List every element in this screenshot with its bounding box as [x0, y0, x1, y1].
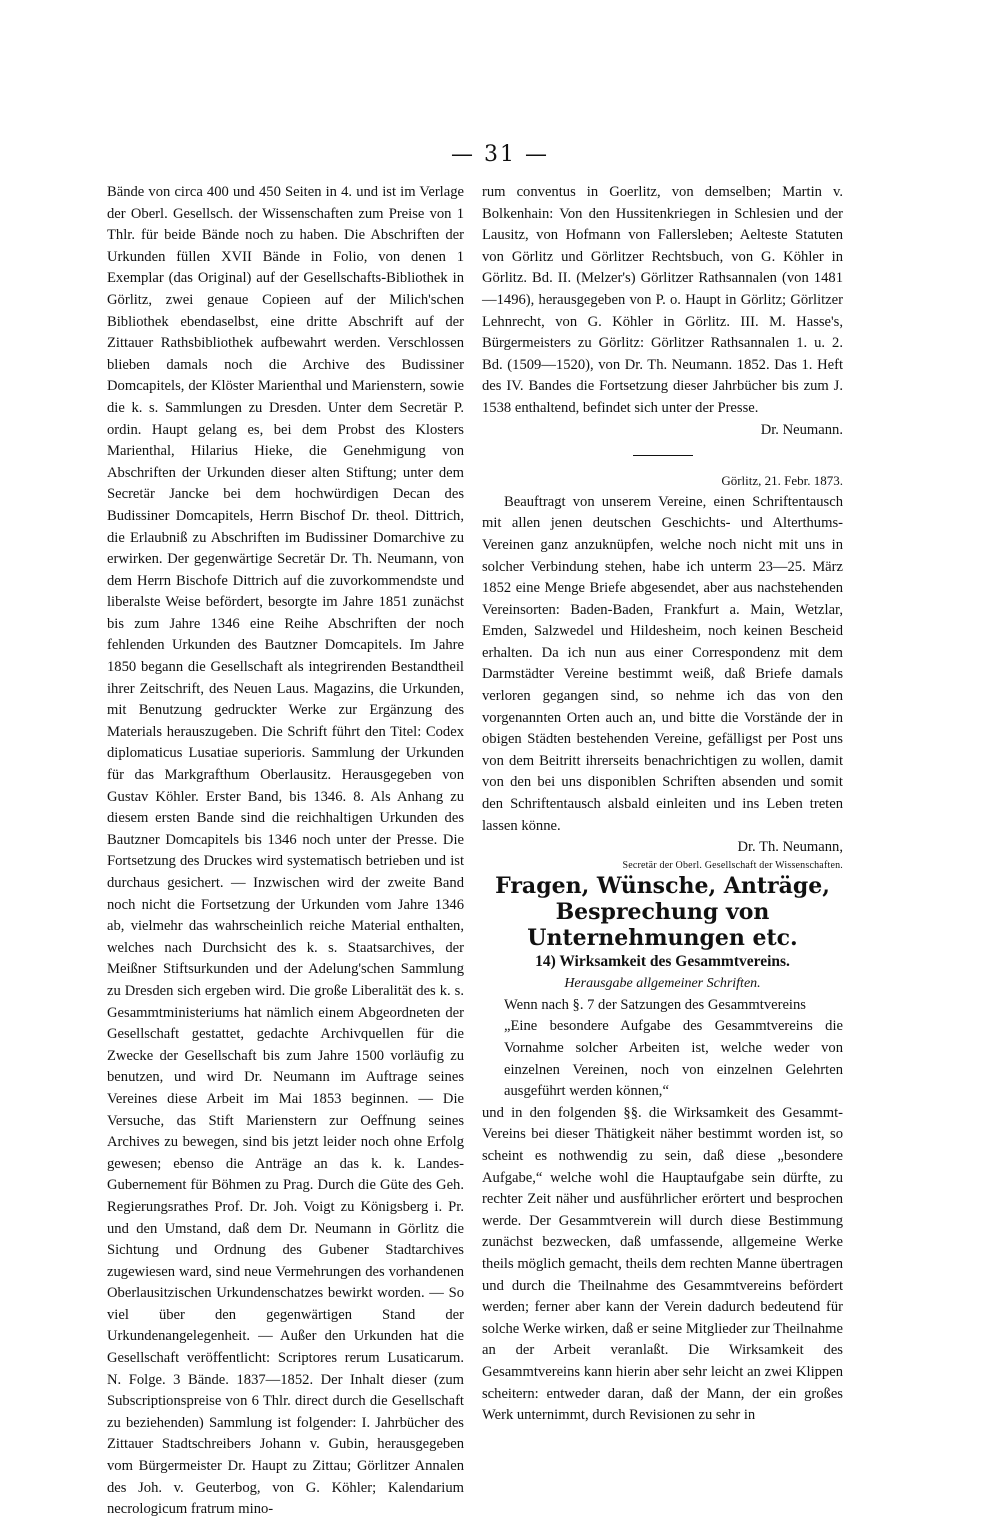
signature-role: Secretär der Oberl. Gesellschaft der Wissenschaften. [622, 859, 843, 871]
separator-rule [633, 455, 693, 456]
body-paragraph: und in den folgenden §§. die Wirksamkeit des Gesammt-Vereins bei dieser Thätigkeit näher bestimmt worden ist, so scheint es nothwendig zu sein, daß diese „besondere Aufgabe,“ welche wohl die Hauptaufgabe sein dürfte, zu rechter Zeit näher und ausführlicher erörtert und besprochen werde. Der Gesammtverein will durch diese Bestimmung zunächst bezwecken, daß umfassende, allgemeine Werke theils möglich gemacht, theils dem rechten Manne übertragen und durch die Theilnahme des Gesammtvereins befördert werden; ferner aber kann der Verein dadurch bedeutend für solche Werke wirken, daß er seine Mitglieder zur Theilnahme an der Arbeit veranlaßt. Die Wirksamkeit des Gesammtvereins kann hierin aber sehr leicht an zwei Klippen scheitern: entweder daran, daß der Mann, der ein großes Werk unternimmt, durch Revisionen zu sehr in [482, 1104, 843, 1424]
right-column [482, 182, 843, 1427]
page-number: — 31 — [451, 142, 549, 167]
dateline: Görlitz, 21. Febr. 1873. [721, 473, 843, 489]
signature-th-neumann: Dr. Th. Neumann, [737, 839, 843, 856]
left-column-text: Bände von circa 400 und 450 Seiten in 4. und ist im Verlage der Oberl. Gesellsch. der Wissenschaften zum Preise von 1 Thlr. für beide Bände noch zu haben. Die Abschriften der Urkunden füllen XVII Bände in Folio, von denen 1 Exemplar (das Original) auf der Gesellschafts-Bibliothek in Görlitz, zwei genaue Copieen auf der Milich'schen Bibliothek ebendaselbst, eine dritte Abschrift auf der Zittauer Rathsbibliothek aufbewahrt werden. Verschlossen blieben damals noch die Archive des Budissiner Domcapitels, der Klöster Marienthal und Marienstern, sowie die k. s. Sammlungen zu Dresden. Unter dem Secretär P. ordin. Haupt gelang es, bei dem Probst des Klosters Marienthal, Hilarius Hieke, die Genehmigung von Abschriften der Urkunden dieser alten Stiftung; unter dem Secretär Jancke bei dem hochwürdigen Decan des Budissiner Domcapitels, Herrn Bischof Dr. theol. Dittrich, die Erlaubniß zu Abschriften im Budissiner Domarchive zu erwirken. Der gegenwärtige Secretär Dr. Th. Neumann, von dem Herrn Bischofe Dittrich auf die zuvorkommendste und liberalste Weise befördert, besorgte im Jahre 1851 zunächst bis zum Jahre 1346 eine Reihe Abschriften der noch fehlenden Urkunden des Bautzner Domcapitels. Im Jahre 1850 begann die Gesellschaft als integrirenden Bestandtheil ihrer Zeitschrift, des Neuen Laus. Magazins, die Urkunden, mit Benutzung gedruckter Werke zur Ergänzung des Materials herauszugeben. Die Schrift führt den Titel: Codex diplomaticus Lusatiae superioris. Sammlung der Urkunden für das Markgrafthum Oberlausitz. Herausgegeben von Gustav Köhler. Erster Band, bis 1346. 8. Als Anhang zu diesem ersten Bande sind die reichhaltigen Urkunden des Bautzner Domcapitels bis 1346 noch unter der Presse. Die Fortsetzung des Druckes wird systematisch betrieben und ist durchaus gesichert. — Inzwischen wird der zweite Band noch nicht die Fortsetzung der Urkunden vom Jahre 1346 ab, vielmehr das wahrscheinlich reiche Material enthalten, welches nach Durchsicht des k. s. Staatsarchives, der Meißner Stiftsurkunden und der Adelung'schen Sammlung zu Dresden sich ergeben wird. Die große Liberalität des k. s. Gesammtministeriums hat nämlich einem Abgeordneten der Gesellschaft gestattet, gedachte Archivquellen für die Zwecke der Gesellschaft bis zum Jahre 1500 vorläufig zu benutzen, und wird Dr. Neumann im Auftrage seines Vereines diese Arbeit im Mai 1853 beginnen. — Die Versuche, das Stift Marienstern zur Oeffnung seines Archives zu bewegen, sind bis jetzt leider noch ohne Erfolg gewesen; ebenso die Anträge an das k. k. Landes-Gubernement für Böhmen zu Prag. Durch die Güte des Geh. Regierungsrathes Prof. Dr. Joh. Voigt zu Königsberg i. Pr. und den Umstand, daß dem Dr. Neumann in Görlitz die Sichtung und Ordnung des Gubener Stadtarchives zugewiesen ward, sind neue Vermehrungen des vorhandenen Oberlausitzischen Urkundenschatzes bewirkt worden. — So viel über den gegenwärtigen Stand der Urkundenangelegenheit. — Außer den Urkunden hat die Gesellschaft veröffentlicht: Scriptores rerum Lusaticarum. N. Folge. 3 Bände. 1837—1852. Der Inhalt dieser (zum Subscriptionspreise von 6 Thlr. direct durch die Gesellschaft zu beziehenden) Sammlung ist folgender: I. Jahrbücher des Zittauer Stadtschreibers Johann v. Gubin, herausgegeben vom Bürgermeister Dr. Haupt zu Zittau; Görlitzer Annalen des Joh. v. Geuterbog, von G. Köhler; Kalendarium necrologicum fratrum mino- [107, 184, 464, 1518]
signature-neumann: Dr. Neumann. [760, 421, 843, 438]
left-column [107, 182, 464, 1521]
letter-paragraph: Beauftragt von unserem Vereine, einen Schriftentausch mit allen jenen deutschen Geschichts- und Alterthums-Vereinen ganz anzuknüpfen, welche noch nicht mit uns in solcher Verbindung stehen, habe ich unterm 23—25. März 1852 eine Menge Briefe abgesendet, aber aus nachstehenden Vereinsorten: Baden-Baden, Frankfurt a. Main, Wetzlar, Emden, Salzwedel und Hildesheim, noch keinen Bescheid erhalten. Da ich nun aus einer Correspondenz mit dem Darmstädter Vereine bestimmt weiß, daß Briefe damals verloren gegangen sind, so nehme ich das von den vorgenannten Orten auch an, und bitte die Vorstände der in obigen Städten bestehenden Vereine, gefälligst per Post uns von dem Beitritt ihrerseits benachrichtigen zu wollen, damit von den bei uns disponiblen Schriften absenden und somit den Schriftentausch alsbald einleiten und ins Leben treten lassen könne. [482, 493, 843, 834]
continuation-paragraph: rum conventus in Goerlitz, von demselben; Martin v. Bolkenhain: Von den Hussitenkriegen in Schlesien und der Lausitz, von Hofmann von Fallersleben; Aelteste Statuten von Görlitz und Görlitzer Rechtsbuch, von G. Köhler in Görlitz. Bd. II. (Melzer's) Görlitzer Rathsannalen (von 1481—1496), herausgegeben von P. o. Haupt in Görlitz; Görlitzer Lehnrecht, von G. Köhler in Görlitz. III. M. Hasse's, Bürgermeisters zu Görlitz: Görlitzer Rathsannalen 1. u. 2. Bd. (1509—1520), von Dr. Th. Neumann. 1852. Das 1. Heft des IV. Bandes die Fortsetzung dieser Jahrbücher bis zum J. 1538 enthaltend, befindet sich unter der Presse. [482, 184, 843, 416]
intro-line: Wenn nach §. 7 der Satzungen des Gesammtvereins [504, 996, 806, 1013]
quote-block: „Eine besondere Aufgabe des Gesammtvereins die Vornahme solcher Arbeiten ist, welche weder von einzelnen Vereinen, noch von einzelnen Gelehrten ausgeführt werden können,“ [504, 1018, 843, 1100]
subsection-subtitle: Herausgabe allgemeiner Schriften. [564, 975, 761, 991]
subsection-title: 14) Wirksamkeit des Gesammtvereins. [535, 952, 790, 970]
section-title: Fragen, Wünsche, Anträge, Besprechung von Unternehmungen etc. [495, 872, 830, 951]
